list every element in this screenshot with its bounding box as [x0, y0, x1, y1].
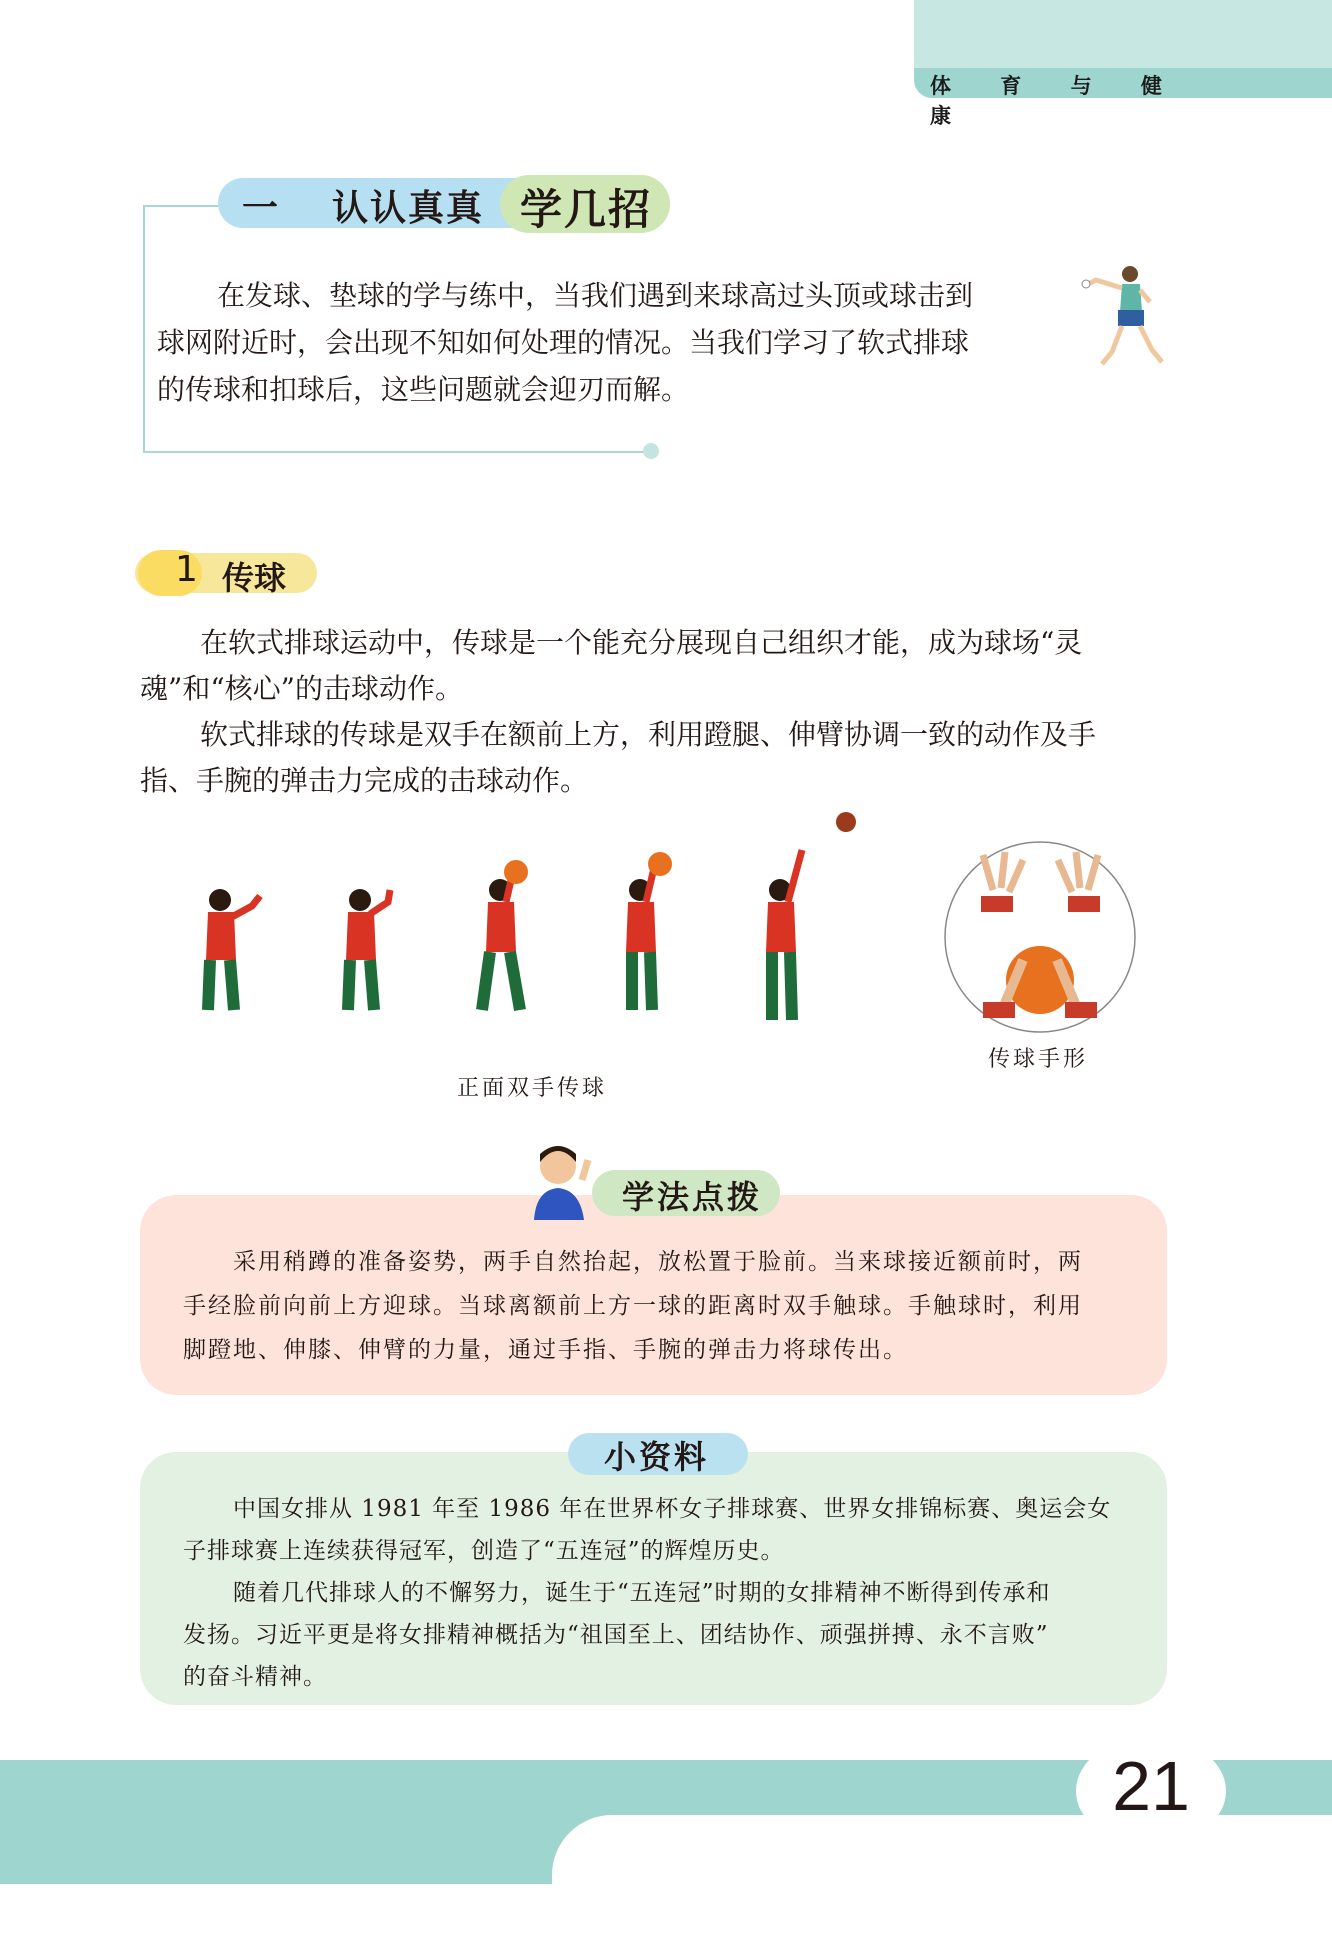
body-line: 指、手腕的弹击力完成的击球动作。: [140, 764, 589, 797]
section-frame-line: [143, 451, 648, 453]
body-line: 软式排球的传球是双手在额前上方，利用蹬腿、伸臂协调一致的动作及手: [200, 718, 1097, 751]
subsection-number: 1: [175, 549, 198, 590]
sequence-caption: 正面双手传球: [457, 1076, 608, 1101]
intro-paragraph: [157, 272, 1050, 413]
body-line: 在软式排球运动中，传球是一个能充分展现自己组织才能，成为球场“灵: [200, 626, 1083, 659]
volleyball-player-illustration: [1078, 262, 1170, 374]
page-number: 21: [1112, 1747, 1190, 1825]
subsection-title: 传球: [222, 559, 287, 597]
info-title: 小资料: [604, 1438, 710, 1476]
hand-shape-diagram: [943, 840, 1138, 1035]
tip-paragraph: [183, 1240, 1148, 1372]
body-paragraph: [140, 620, 1170, 804]
section-title-emphasis: 学几招: [520, 185, 653, 234]
section-number: 一: [242, 188, 279, 229]
intro-line: 的传球和扣球后，这些问题就会迎刃而解。: [157, 373, 690, 406]
info-line: 随着几代排球人的不懈努力，诞生于“五连冠”时期的女排精神不断得到传承和: [233, 1580, 1051, 1606]
info-line: 的奋斗精神。: [183, 1664, 327, 1690]
tip-line: 脚蹬地、伸膝、伸臂的力量，通过手指、手腕的弹击力将球传出。: [183, 1337, 908, 1363]
player-figure: [626, 852, 672, 1010]
section-frame-line: [143, 205, 145, 453]
player-figure: [206, 889, 260, 1010]
tip-line: 采用稍蹲的准备姿势，两手自然抬起，放松置于脸前。当来球接近额前时，两: [233, 1249, 1083, 1275]
section-frame-dot: [643, 443, 659, 459]
info-line: 中国女排从 1981 年至 1986 年在世界杯女子排球赛、世界女排锦标赛、奥运会女: [233, 1496, 1112, 1522]
info-line: 子排球赛上连续获得冠军，创造了“五连冠”的辉煌历史。: [183, 1538, 785, 1564]
subject-label: 体 育 与 健 康: [930, 74, 1183, 128]
footer-notch: [552, 1815, 1332, 1935]
intro-line: 在发球、垫球的学与练中，当我们遇到来球高过头顶或球击到: [217, 279, 974, 312]
player-figure: [766, 812, 856, 1020]
section-title: 认认真真: [332, 188, 485, 229]
player-figure: [346, 889, 390, 1010]
passing-sequence-photos: [190, 810, 870, 1040]
hand-shape-caption: 传球手形: [988, 1047, 1089, 1072]
info-line: 发扬。习近平更是将女排精神概括为“祖国至上、团结协作、顽强拼搏、永不言败”: [183, 1622, 1049, 1648]
tip-title: 学法点拨: [622, 1178, 763, 1216]
intro-line: 球网附近时，会出现不知如何处理的情况。当我们学习了软式排球: [157, 326, 970, 359]
tip-line: 手经脸前向前上方迎球。当球离额前上方一球的距离时双手触球。手触球时，利用: [183, 1293, 1083, 1319]
player-figure: [482, 860, 528, 1010]
body-line: 魂”和“核心”的击球动作。: [140, 672, 463, 705]
teacher-avatar: [526, 1140, 596, 1220]
info-paragraph: [183, 1488, 1148, 1698]
